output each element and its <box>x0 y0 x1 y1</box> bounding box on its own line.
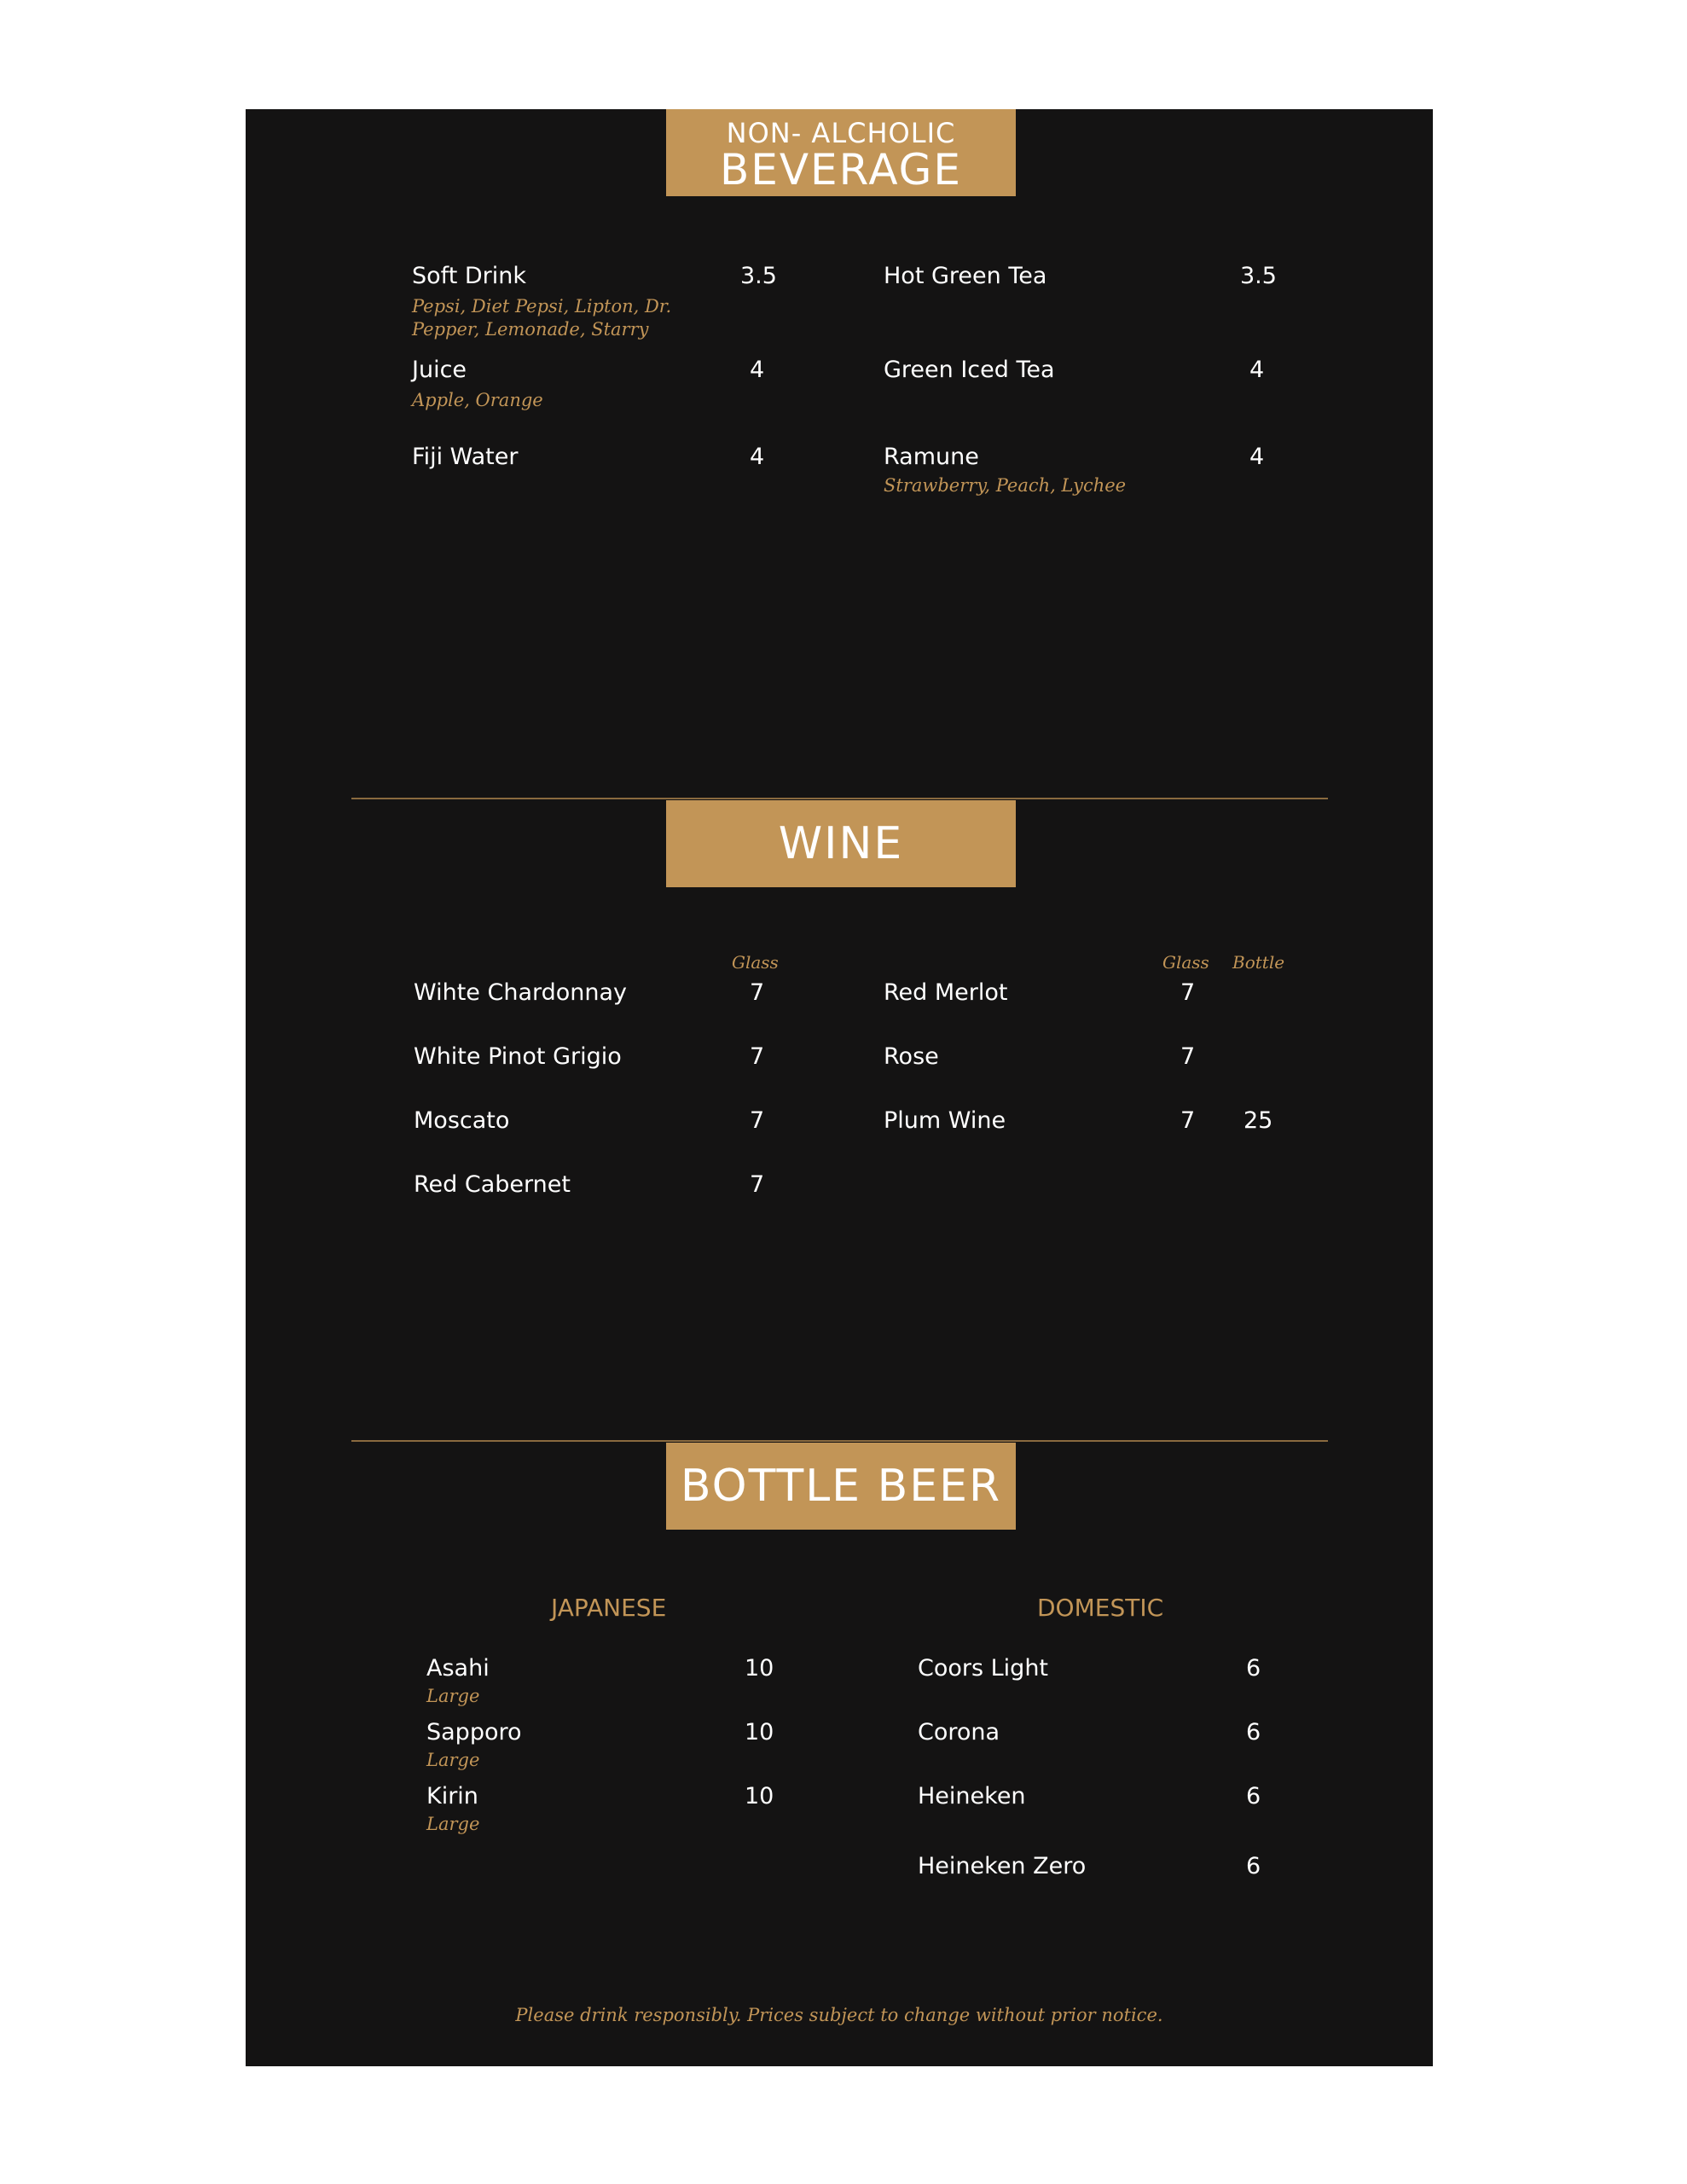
menu-item-name: Soft Drink <box>412 263 526 289</box>
menu-item-name: Green Iced Tea <box>884 357 1055 383</box>
menu-item-name: Ramune <box>884 444 979 470</box>
menu-item-price: 7 <box>750 1107 765 1134</box>
menu-item-price: 6 <box>1246 1783 1261 1809</box>
menu-item-price: 6 <box>1246 1655 1261 1682</box>
menu-item-price: 7 <box>750 979 765 1006</box>
menu-item-price: 3.5 <box>1240 263 1277 289</box>
menu-item-name: Wihte Chardonnay <box>414 979 628 1006</box>
menu-item-name: Hot Green Tea <box>884 263 1047 289</box>
beer-header <box>666 1443 1016 1530</box>
menu-item-name: Kirin <box>426 1783 478 1809</box>
non-alcoholic-header-small: NON- ALCHOLIC <box>726 117 956 149</box>
menu-item-desc: Large <box>426 1686 480 1706</box>
menu-item-desc: Pepsi, Diet Pepsi, Lipton, Dr. Pepper, Lemonade, Starry <box>412 296 672 340</box>
menu-item-price: 3.5 <box>740 263 777 289</box>
column-head-glass: Glass <box>1162 952 1209 973</box>
wine-header <box>666 800 1016 887</box>
menu-item-name: Coors Light <box>918 1655 1049 1682</box>
column-head-bottle: Bottle <box>1232 952 1285 973</box>
section-divider <box>351 1440 1328 1442</box>
non-alcoholic-header-big: BEVERAGE <box>719 145 963 195</box>
menu-item-name: Juice <box>412 357 467 383</box>
menu-item-name: Heineken <box>918 1783 1026 1809</box>
column-head-glass: Glass <box>732 952 779 973</box>
menu-item-name: Fiji Water <box>412 444 519 470</box>
menu-item-desc: Apple, Orange <box>412 390 543 410</box>
non-alcoholic-header <box>666 109 1016 196</box>
menu-item-price: 10 <box>745 1655 774 1682</box>
menu-item-price: 7 <box>1180 1107 1196 1134</box>
menu-item-price: 7 <box>750 1171 765 1198</box>
japanese-subhead: JAPANESE <box>551 1594 667 1622</box>
menu-item-price: 10 <box>745 1783 774 1809</box>
wine-header-title: WINE <box>778 818 904 869</box>
menu-item-bottle-price: 25 <box>1244 1107 1273 1134</box>
menu-item-name: Red Merlot <box>884 979 1008 1006</box>
menu-item-price: 7 <box>1180 979 1196 1006</box>
menu-item-name: Sapporo <box>426 1719 522 1745</box>
menu-item-name: Rose <box>884 1043 939 1070</box>
menu-item-price: 4 <box>1249 357 1265 383</box>
menu-item-name: Asahi <box>426 1655 490 1682</box>
section-divider <box>351 798 1328 799</box>
domestic-subhead: DOMESTIC <box>1037 1594 1164 1622</box>
menu-item-price: 10 <box>745 1719 774 1745</box>
menu-item-name: Red Cabernet <box>414 1171 571 1198</box>
menu-panel <box>246 109 1433 2066</box>
menu-item-name: Heineken Zero <box>918 1853 1087 1879</box>
menu-item-name: Corona <box>918 1719 1000 1745</box>
menu-item-price: 4 <box>1249 444 1265 470</box>
menu-item-price: 4 <box>750 444 765 470</box>
menu-item-name: Moscato <box>414 1107 510 1134</box>
menu-item-price: 6 <box>1246 1719 1261 1745</box>
menu-item-desc: Strawberry, Peach, Lychee <box>884 475 1127 496</box>
menu-item-price: 7 <box>750 1043 765 1070</box>
menu-item-price: 6 <box>1246 1853 1261 1879</box>
menu-item-name: Plum Wine <box>884 1107 1006 1134</box>
menu-item-name: White Pinot Grigio <box>414 1043 622 1070</box>
beer-header-title: BOTTLE BEER <box>680 1461 1002 1512</box>
menu-item-desc: Large <box>426 1750 480 1770</box>
menu-item-price: 4 <box>750 357 765 383</box>
menu-item-price: 7 <box>1180 1043 1196 1070</box>
menu-item-desc: Large <box>426 1814 480 1834</box>
footer-note: Please drink responsibly. Prices subject to change without prior notice. <box>515 2005 1163 2025</box>
